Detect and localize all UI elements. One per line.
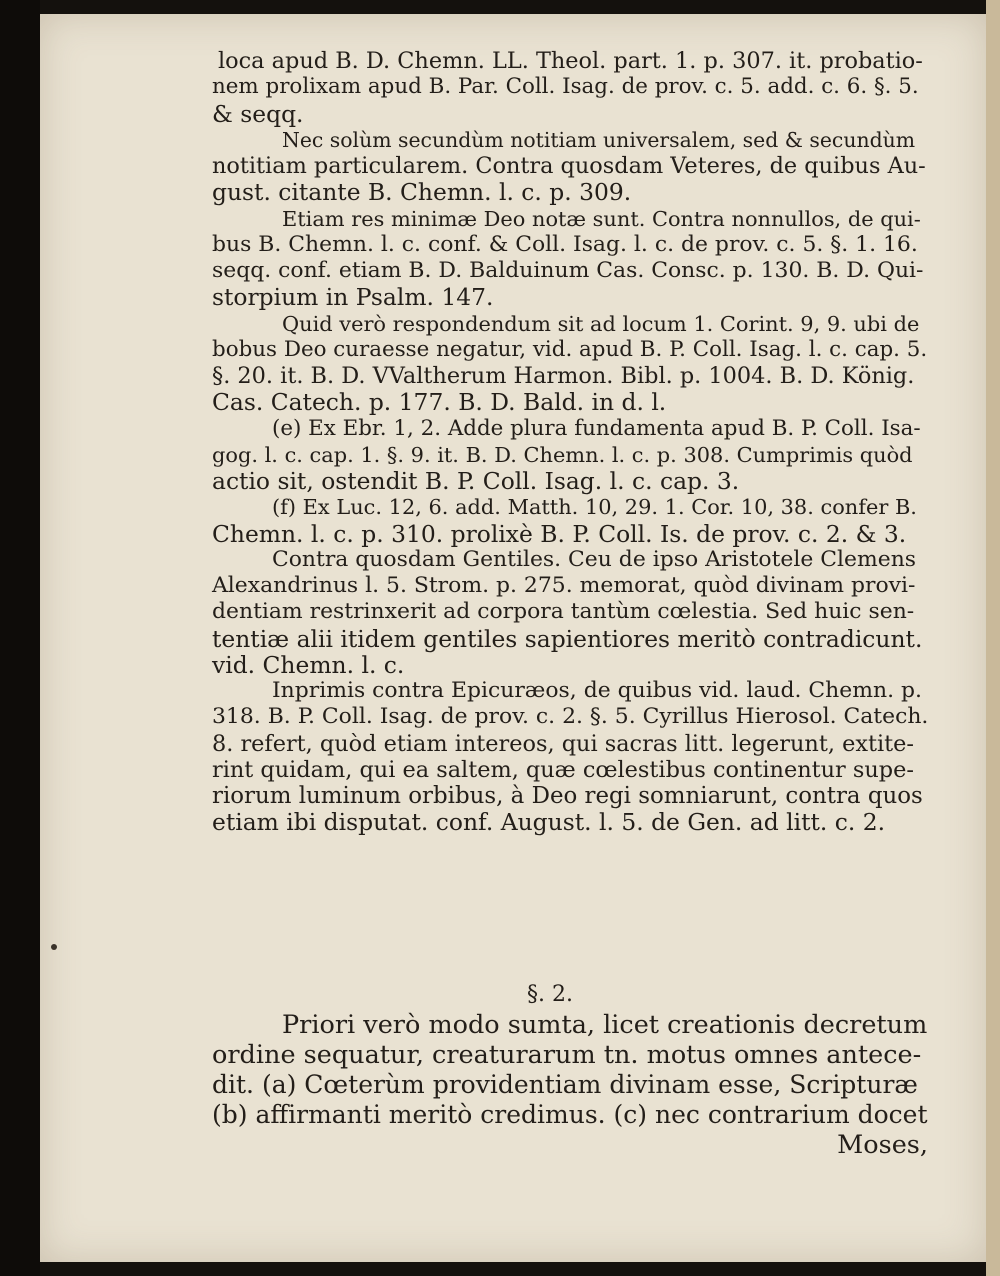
- text-line: 318. B. P. Coll. Isag. de prov. c. 2. §. 5. Cyrillus Hierosol. Catech.: [212, 704, 929, 730]
- text-line: Priori verò modo sumta, licet creationis decretum: [282, 1010, 928, 1040]
- text-line: seqq. conf. etiam B. D. Balduinum Cas. Consc. p. 130. B. D. Qui-: [212, 258, 924, 283]
- scan-border-right: [986, 0, 1000, 1276]
- text-line: Quid verò respondendum sit ad locum 1. Corint. 9, 9. ubi de: [282, 311, 920, 336]
- text-line: 8. refert, quòd etiam intereos, qui sacras litt. legerunt, extite-: [212, 730, 914, 757]
- text-line: & seqq.: [212, 99, 304, 128]
- text-line: loca apud B. D. Chemn. LL. Theol. part. 1. p. 307. it. probatio-: [218, 48, 923, 74]
- text-line: actio sit, ostendit B. P. Coll. Isag. l. c. cap. 3.: [212, 467, 740, 495]
- section-heading: §. 2.: [527, 982, 573, 1007]
- text-line: Alexandrinus l. 5. Strom. p. 275. memorat, quòd divinam provi-: [212, 573, 916, 598]
- text-line: bobus Deo curaesse negatur, vid. apud B. P. Coll. Isag. l. c. cap. 5.: [212, 336, 928, 362]
- text-line: (f) Ex Luc. 12, 6. add. Matth. 10, 29. 1. Cor. 10, 38. confer B.: [272, 495, 917, 520]
- ink-mark: [51, 944, 57, 950]
- text-line: (e) Ex Ebr. 1, 2. Adde plura fundamenta apud B. P. Coll. Isa-: [272, 415, 921, 441]
- text-line: etiam ibi disputat. conf. August. l. 5. de Gen. ad litt. c. 2.: [212, 808, 886, 837]
- text-line: dit. (a) Cœterùm providentiam divinam esse, Scripturæ: [212, 1070, 918, 1099]
- text-line: riorum luminum orbibus, à Deo regi somniarunt, contra quos: [212, 783, 923, 809]
- text-line: gust. citante B. Chemn. l. c. p. 309.: [212, 178, 632, 207]
- main-text-block: [212, 980, 928, 1160]
- footnote-block: [212, 48, 928, 836]
- text-line: (b) affirmanti meritò credimus. (c) nec contrarium docet: [212, 1100, 928, 1129]
- text-line: notitiam particularem. Contra quosdam Veteres, de quibus Au-: [212, 153, 926, 179]
- catchword: Moses,: [837, 1130, 928, 1160]
- text-line: §. 20. it. B. D. VValtherum Harmon. Bibl. p. 1004. B. D. König.: [212, 363, 915, 389]
- text-line: Chemn. l. c. p. 310. prolixè B. P. Coll. Is. de prov. c. 2. & 3.: [212, 519, 907, 548]
- text-line: storpium in Psalm. 147.: [212, 283, 494, 312]
- scan-border-left: [0, 0, 40, 1276]
- text-line: gog. l. c. cap. 1. §. 9. it. B. D. Chemn. l. c. p. 308. Cumprimis quòd: [212, 442, 913, 467]
- text-line: ordine sequatur, creaturarum tn. motus omnes antece-: [212, 1040, 922, 1070]
- text-line: Cas. Catech. p. 177. B. D. Bald. in d. l.: [212, 388, 667, 417]
- text-line: Inprimis contra Epicuræos, de quibus vid. laud. Chemn. p.: [272, 678, 922, 703]
- text-line: Contra quosdam Gentiles. Ceu de ipso Aristotele Clemens: [272, 546, 917, 572]
- text-line: bus B. Chemn. l. c. conf. & Coll. Isag. l. c. de prov. c. 5. §. 1. 16.: [212, 231, 918, 257]
- text-line: nem prolixam apud B. Par. Coll. Isag. de prov. c. 5. add. c. 6. §. 5.: [212, 74, 919, 100]
- text-line: tentiæ alii itidem gentiles sapientiores meritò contradicunt.: [212, 624, 923, 653]
- text-line: rint quidam, qui ea saltem, quæ cœlestibus continentur supe-: [212, 756, 914, 783]
- text-line: dentiam restrinxerit ad corpora tantùm cœlestia. Sed huic sen-: [212, 599, 915, 625]
- text-line: Nec solùm secundùm notitiam universalem, sed & secundùm: [282, 127, 916, 152]
- text-line: vid. Chemn. l. c.: [212, 650, 405, 679]
- text-line: Etiam res minimæ Deo notæ sunt. Contra nonnullos, de qui-: [282, 206, 921, 231]
